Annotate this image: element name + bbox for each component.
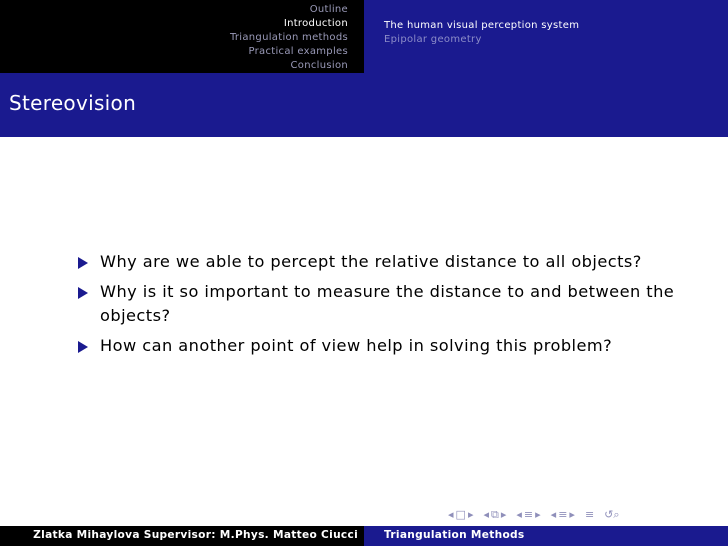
bullet-item — [76, 280, 696, 328]
nav-prev-icon[interactable]: ◂ — [550, 508, 557, 521]
frame-title: Stereovision — [9, 91, 137, 115]
nav-next-frame-icon[interactable]: ▸ — [467, 508, 474, 521]
section-link-triangulation-methods[interactable]: Triangulation methods — [229, 32, 348, 43]
bullet-item — [76, 250, 696, 274]
triangle-bullet-icon — [78, 287, 88, 299]
headline-subsections-panel — [364, 0, 728, 73]
section-link-outline[interactable]: Outline — [309, 4, 348, 15]
nav-subsection-icon[interactable]: ⧉ — [491, 508, 499, 521]
bullet-item — [76, 334, 696, 358]
subsection-link-visual-perception[interactable]: The human visual perception system — [384, 20, 580, 31]
triangle-bullet-icon — [78, 341, 88, 353]
headline-sections-panel — [0, 0, 364, 73]
headline — [0, 0, 728, 73]
nav-align-icon[interactable]: ≡ — [584, 508, 595, 521]
section-link-conclusion[interactable]: Conclusion — [290, 60, 348, 71]
subsection-navigation — [384, 19, 579, 47]
footline — [0, 526, 728, 546]
nav-next-subsection-icon[interactable]: ▸ — [500, 508, 507, 521]
bullet-list — [76, 250, 696, 364]
bullet-text: Why are we able to percept the relative distance to all objects? — [100, 252, 642, 271]
nav-next-icon[interactable]: ▸ — [569, 508, 575, 521]
section-link-practical-examples[interactable]: Practical examples — [248, 46, 348, 57]
frame-title-bar — [0, 73, 728, 137]
nav-next-section-icon[interactable]: ▸ — [535, 508, 541, 521]
subsection-link-epipolar-geometry[interactable]: Epipolar geometry — [384, 34, 482, 45]
footer-author: Zlatka Mihaylova Supervisor: M.Phys. Matteo Ciucci — [33, 529, 358, 541]
nav-prev-frame-icon[interactable]: ◂ — [448, 508, 454, 521]
footline-title-panel — [364, 526, 728, 546]
triangle-bullet-icon — [78, 257, 88, 269]
bullet-text: Why is it so important to measure the distance to and between the objects? — [100, 282, 675, 325]
footline-author-panel — [0, 526, 364, 546]
nav-prev-section-icon[interactable]: ◂ — [516, 508, 522, 521]
nav-prev-subsection-icon[interactable]: ◂ — [483, 508, 489, 521]
footer-title: Triangulation Methods — [384, 529, 525, 541]
nav-section-icon[interactable]: ≡ — [523, 508, 534, 521]
section-navigation — [230, 3, 348, 73]
nav-frame-icon[interactable]: □ — [455, 508, 466, 521]
nav-search-icon[interactable]: ↺⌕ — [604, 508, 620, 521]
navigation-symbols — [448, 506, 620, 524]
bullet-text: How can another point of view help in solving this problem? — [100, 336, 613, 355]
section-link-introduction[interactable]: Introduction — [283, 18, 348, 29]
nav-subsection-list-icon[interactable]: ≡ — [558, 508, 568, 521]
